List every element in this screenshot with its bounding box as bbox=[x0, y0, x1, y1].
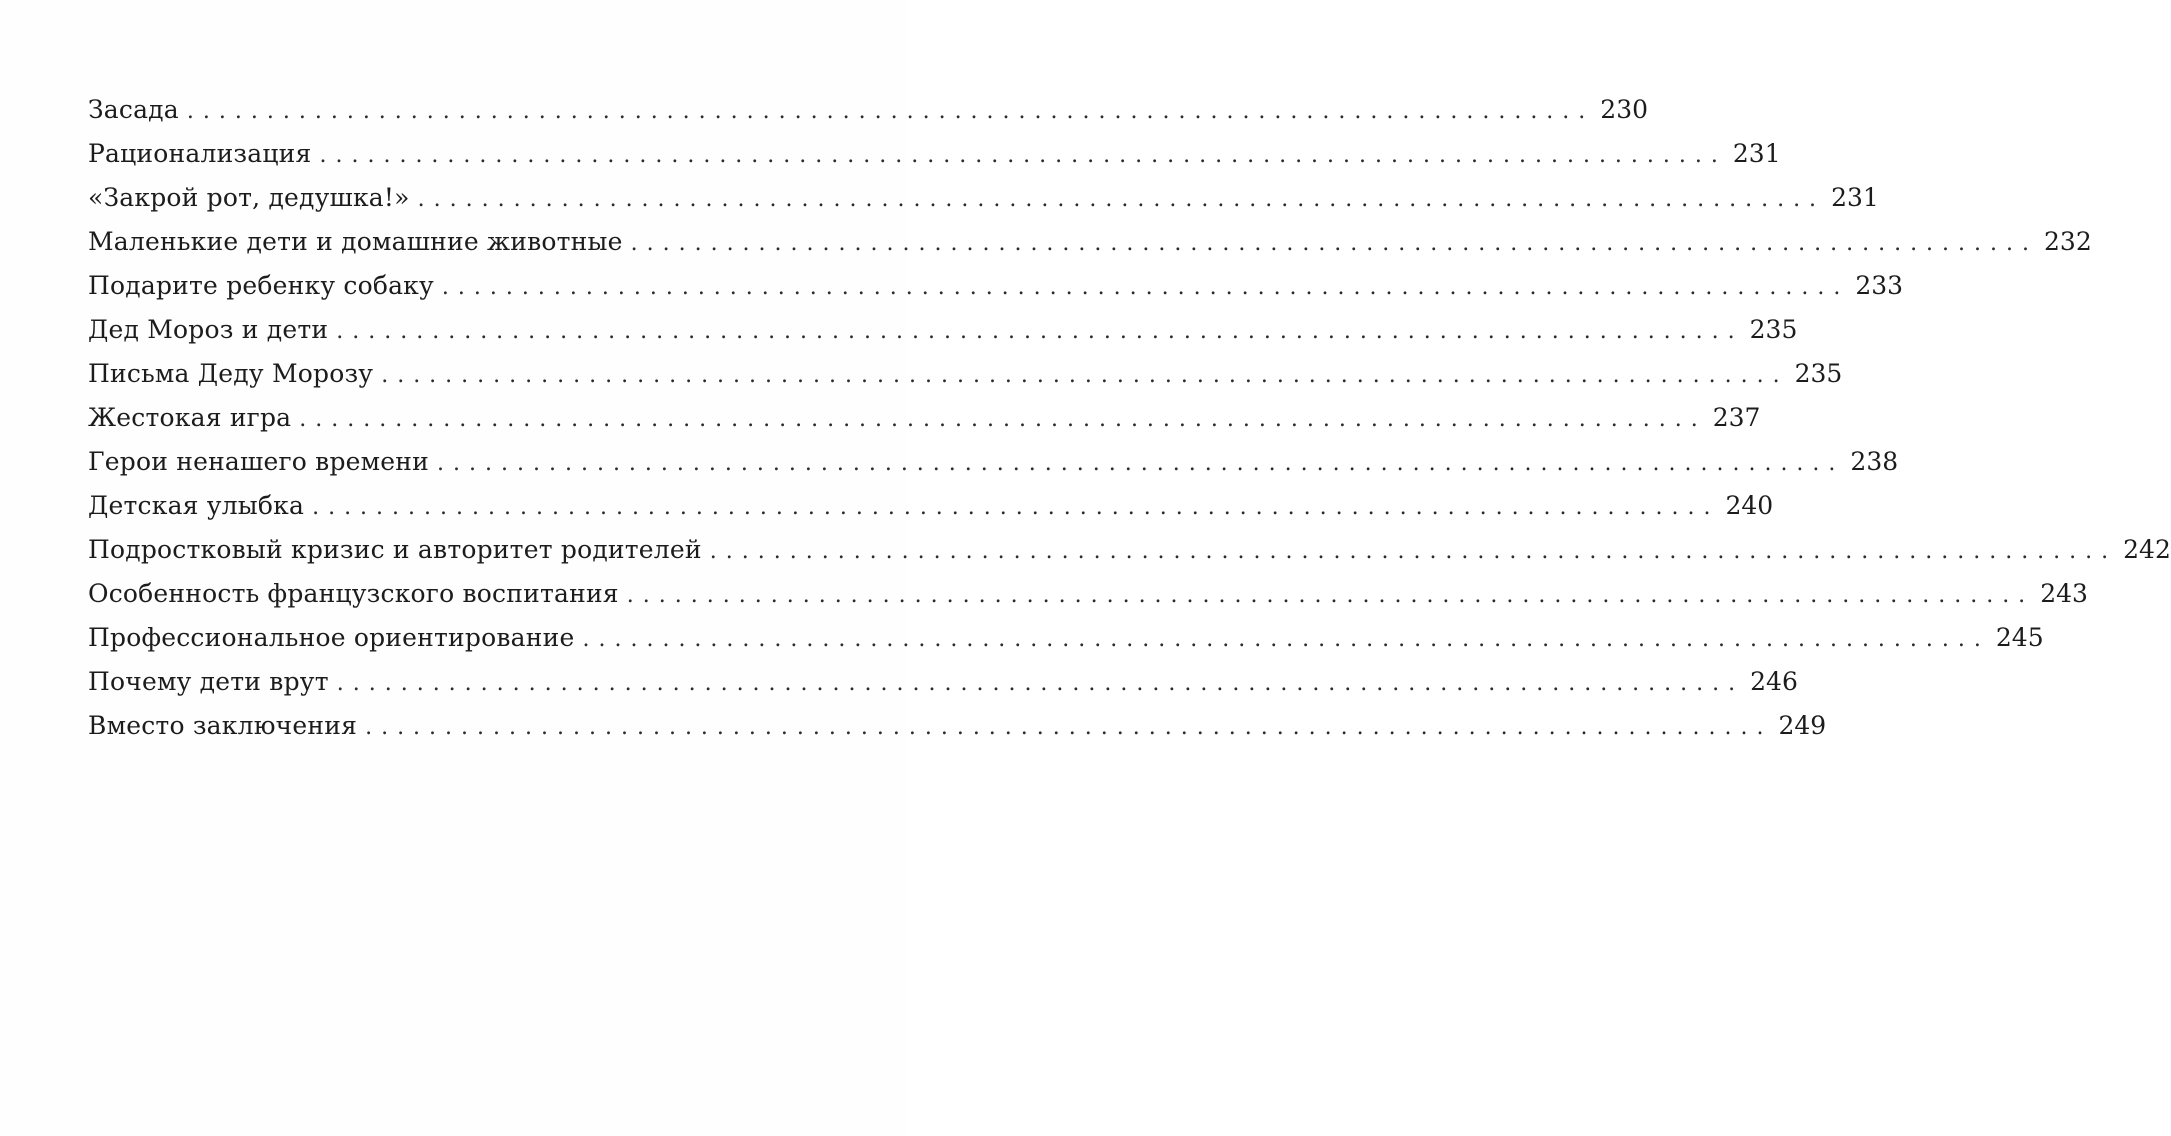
toc-entry bbox=[88, 264, 1904, 308]
toc-entry-page-number: 231 bbox=[1831, 183, 1879, 212]
toc-entry-title: Письма Деду Морозу bbox=[88, 359, 374, 388]
toc-entry-page-number: 238 bbox=[1850, 447, 1899, 476]
toc-entry-title: Подростковый кризис и авторитет родителей bbox=[88, 535, 702, 564]
toc-entry-title: Детская улыбка bbox=[88, 491, 305, 520]
toc-entry bbox=[88, 484, 1774, 528]
dot-leader: ........................................................................................ bbox=[626, 583, 2035, 608]
toc-entry bbox=[88, 528, 2171, 572]
toc-entry-title: Герои ненашего времени bbox=[88, 447, 430, 476]
dot-leader: ........................................................................................ bbox=[582, 627, 1990, 652]
dot-leader: ........................................................................................ bbox=[417, 187, 1826, 212]
toc-entry bbox=[88, 220, 2092, 264]
toc-entry-page-number: 230 bbox=[1600, 95, 1649, 124]
toc-entry-page-number: 249 bbox=[1778, 711, 1827, 740]
toc-entry-page-number: 246 bbox=[1750, 667, 1798, 696]
toc-entry-page-number: 245 bbox=[1995, 623, 2044, 652]
toc-entry bbox=[88, 572, 2088, 616]
toc-entry bbox=[88, 88, 1649, 132]
toc-entry bbox=[88, 352, 1843, 396]
toc-entry bbox=[88, 308, 1798, 352]
toc-entry-title: Подарите ребенку собаку bbox=[88, 271, 434, 300]
dot-leader: ........................................................................................ bbox=[630, 231, 2039, 256]
toc-entry-page-number: 242 bbox=[2123, 535, 2171, 564]
toc-entry bbox=[88, 396, 1761, 440]
toc-entry-page-number: 237 bbox=[1712, 403, 1761, 432]
toc-entry-title: Жестокая игра bbox=[88, 403, 292, 432]
toc-entry-title: Маленькие дети и домашние животные bbox=[88, 227, 623, 256]
toc-entry-page-number: 232 bbox=[2044, 227, 2092, 256]
toc-entry-page-number: 233 bbox=[1855, 271, 1904, 300]
dot-leader: ........................................................................................ bbox=[381, 363, 1789, 388]
dot-leader: ........................................................................................ bbox=[299, 407, 1707, 432]
dot-leader: ........................................................................................ bbox=[336, 319, 1744, 344]
toc-entry-title: Вместо заключения bbox=[88, 711, 358, 740]
dot-leader: ........................................................................................ bbox=[312, 495, 1720, 520]
toc-entry bbox=[88, 616, 2044, 660]
toc-entry bbox=[88, 132, 1781, 176]
toc-entry-title: Почему дети врут bbox=[88, 667, 329, 696]
dot-leader: ........................................................................................ bbox=[365, 715, 1773, 740]
toc-entry-page-number: 243 bbox=[2040, 579, 2088, 608]
toc-entry bbox=[88, 176, 1879, 220]
toc-entry-page-number: 231 bbox=[1732, 139, 1781, 168]
toc-entry-page-number: 235 bbox=[1749, 315, 1798, 344]
toc-entry-title: Профессиональное ориентирование bbox=[88, 623, 575, 652]
toc-entry-title: Засада bbox=[88, 95, 179, 124]
toc-entry-page-number: 240 bbox=[1725, 491, 1774, 520]
dot-leader: ........................................................................................ bbox=[319, 143, 1727, 168]
dot-leader: ........................................................................................ bbox=[336, 671, 1745, 696]
dot-leader: ........................................................................................ bbox=[186, 99, 1595, 124]
toc-entry-page-number: 235 bbox=[1794, 359, 1843, 388]
toc-entry-title: Дед Мороз и дети bbox=[88, 315, 329, 344]
toc-entry-title: «Закрой рот, дедушка!» bbox=[88, 183, 410, 212]
toc-entry bbox=[88, 660, 1798, 704]
toc-entry-title: Особенность французского воспитания bbox=[88, 579, 619, 608]
dot-leader: ........................................................................................ bbox=[437, 451, 1845, 476]
toc-entry-title: Рационализация bbox=[88, 139, 312, 168]
toc-entry bbox=[88, 440, 1899, 484]
dot-leader: ........................................................................................ bbox=[441, 275, 1850, 300]
table-of-contents bbox=[88, 88, 2171, 748]
dot-leader: ........................................................................................ bbox=[709, 539, 2118, 564]
toc-entry bbox=[88, 704, 1827, 748]
